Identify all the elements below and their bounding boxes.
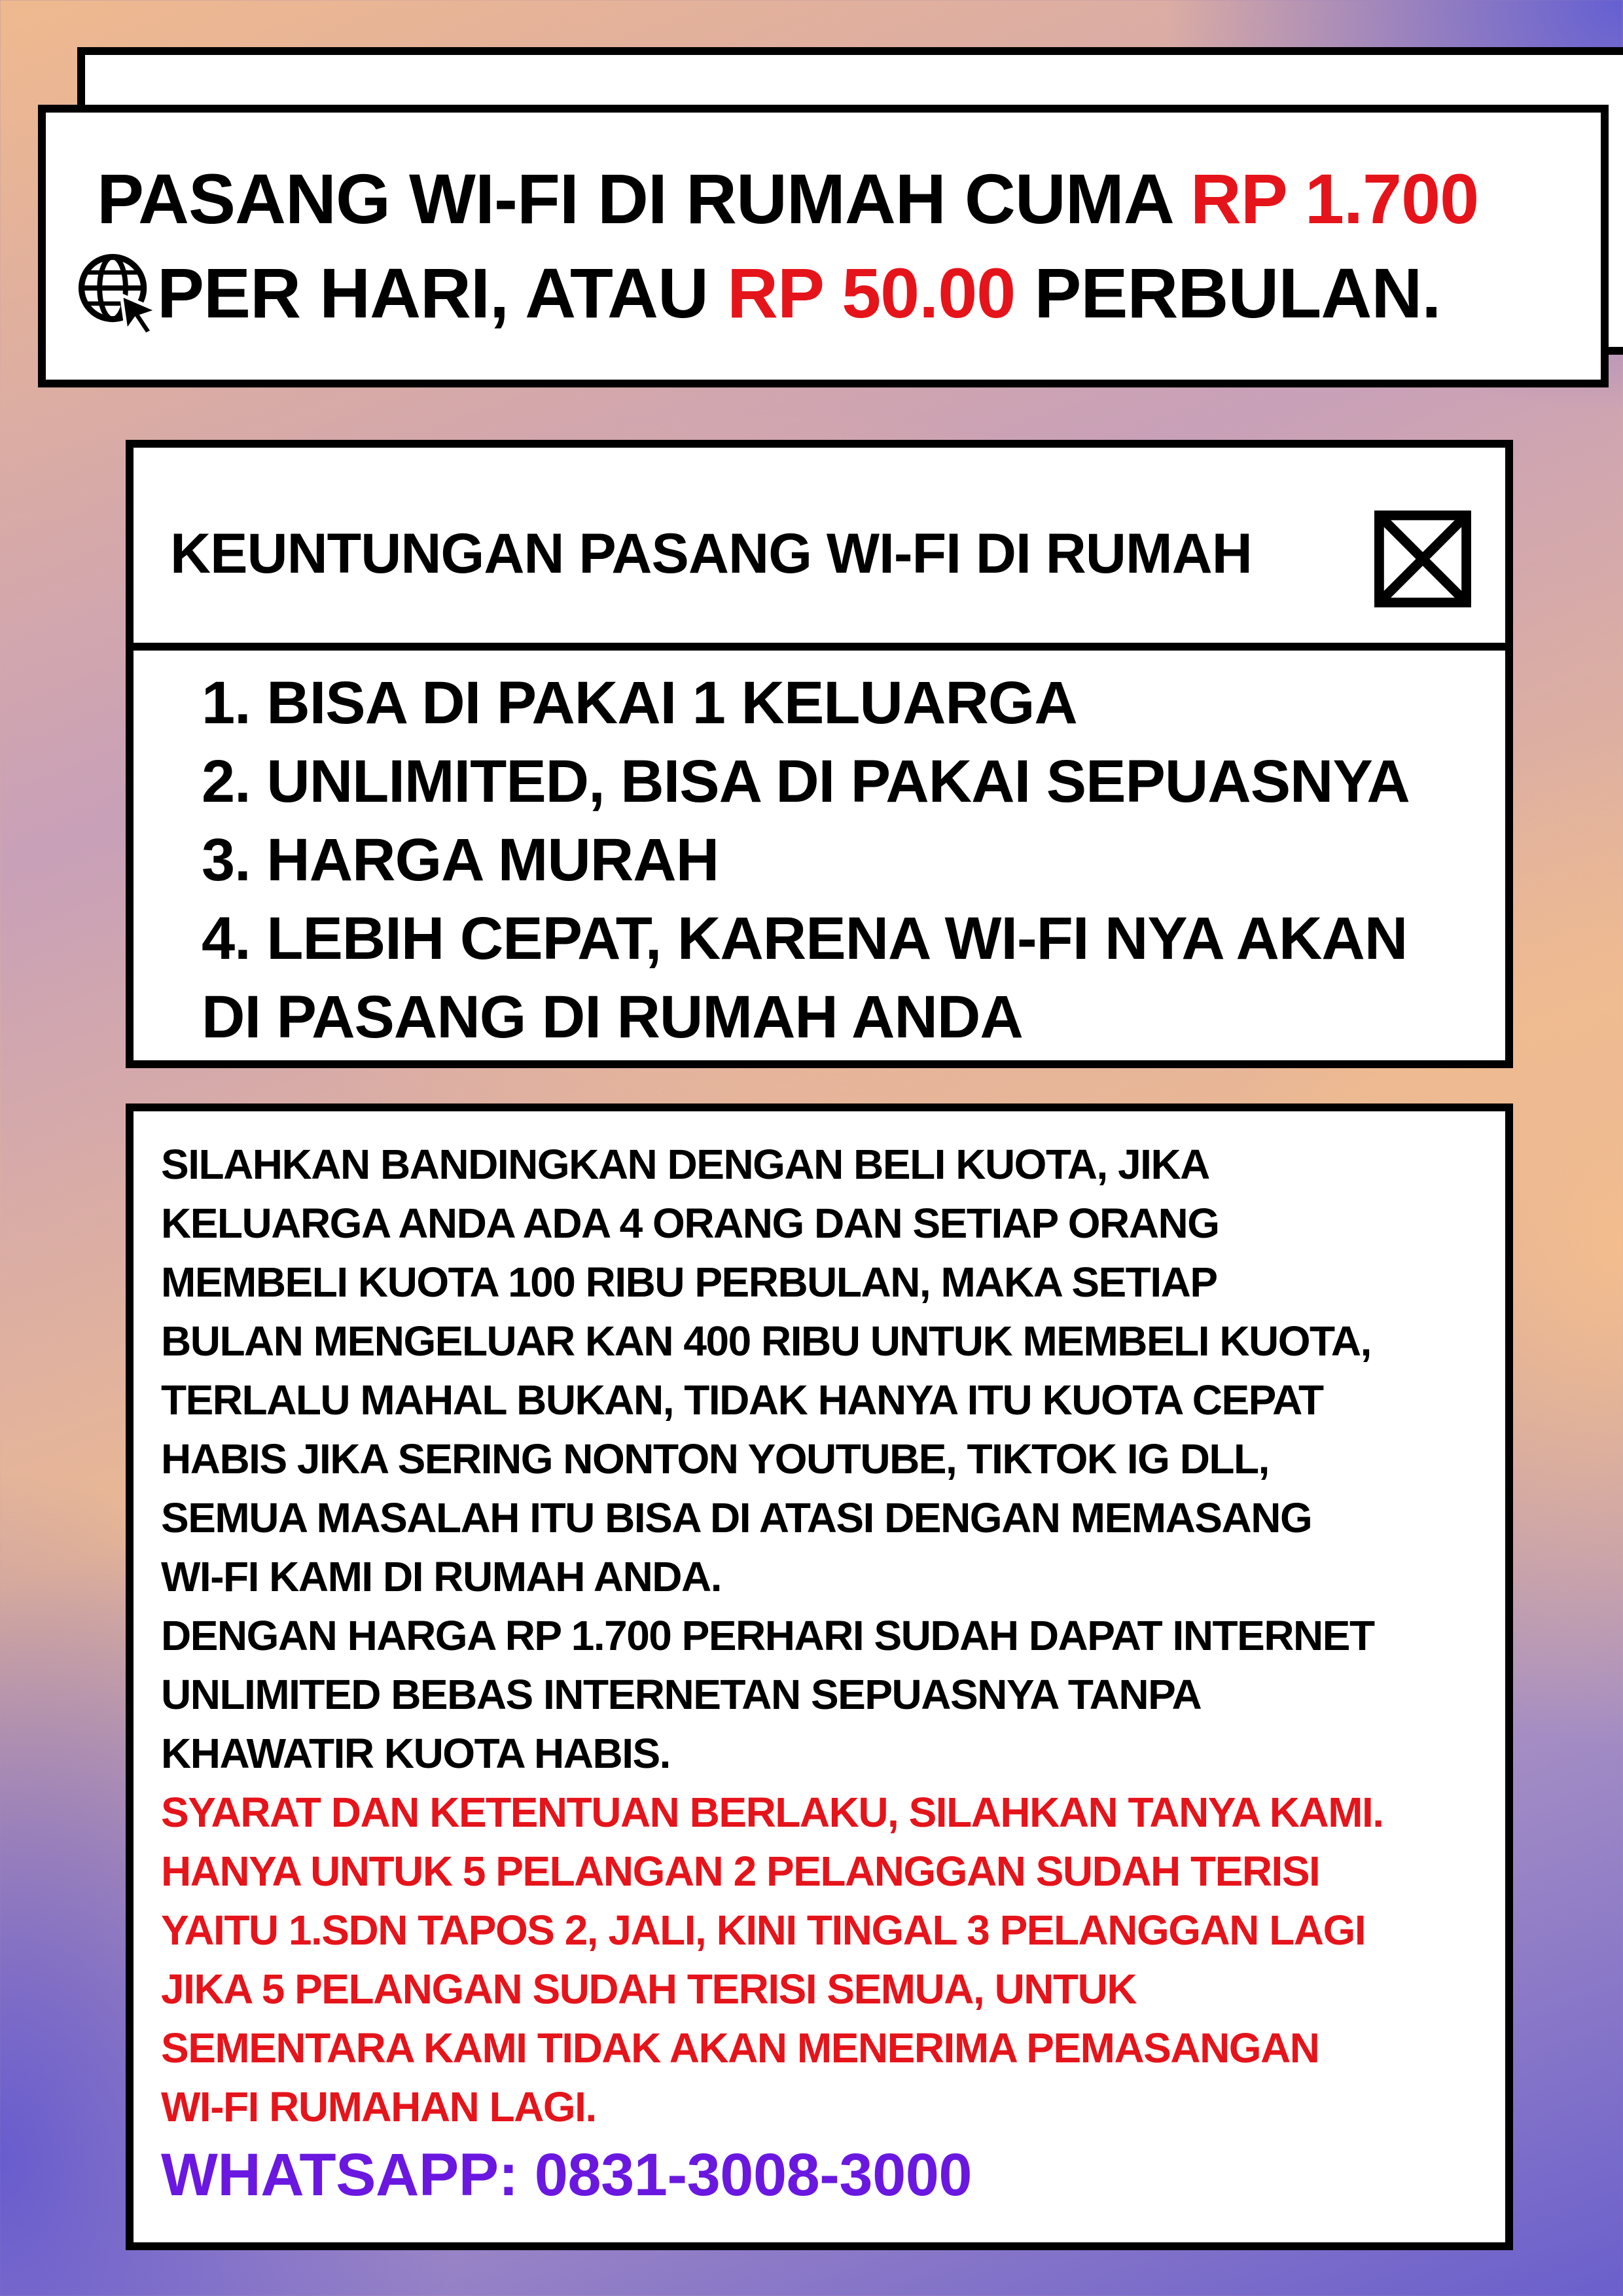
benefit-item: 2. UNLIMITED, BISA DI PAKAI SEPUASNYA	[202, 748, 1410, 815]
info-line: DENGAN HARGA RP 1.700 PERHARI SUDAH DAPAT INTERNET	[161, 1612, 1374, 1659]
info-line: SILAHKAN BANDINGKAN DENGAN BELI KUOTA, JIKA	[161, 1141, 1209, 1188]
info-line: KELUARGA ANDA ADA 4 ORANG DAN SETIAP ORANG	[161, 1200, 1219, 1247]
benefits-title: KEUNTUNGAN PASANG WI-FI DI RUMAH	[170, 522, 1252, 585]
terms-line: JIKA 5 PELANGAN SUDAH TERISI SEMUA, UNTUK	[161, 1965, 1137, 2013]
benefits-window	[126, 440, 1513, 1068]
terms-line: SEMENTARA KAMI TIDAK AKAN MENERIMA PEMASANGAN	[161, 2024, 1319, 2072]
terms-line: WI-FI RUMAHAN LAGI.	[161, 2083, 596, 2130]
header-panel	[38, 105, 1609, 387]
terms-line: SYARAT DAN KETENTUAN BERLAKU, SILAHKAN TANYA KAMI.	[161, 1789, 1383, 1836]
terms-line: YAITU 1.SDN TAPOS 2, JALI, KINI TINGAL 3 PELANGGAN LAGI	[161, 1907, 1366, 1954]
benefits-title-bar	[134, 448, 1505, 651]
headline-line-2	[157, 254, 1440, 332]
globe-cursor-icon	[75, 250, 161, 336]
benefit-item: 3. HARGA MURAH	[202, 827, 719, 893]
terms-line: HANYA UNTUK 5 PELANGAN 2 PELANGGAN SUDAH TERISI	[161, 1848, 1320, 1895]
headline-prefix-2: PER HARI, ATAU	[157, 253, 727, 332]
headline-prefix: PASANG WI-FI DI RUMAH CUMA	[97, 159, 1190, 238]
benefit-item: DI PASANG DI RUMAH ANDA	[202, 984, 1023, 1050]
info-line: WI-FI KAMI DI RUMAH ANDA.	[161, 1553, 721, 1600]
info-panel	[126, 1103, 1513, 2250]
benefit-item: 1. BISA DI PAKAI 1 KELUARGA	[202, 670, 1077, 736]
monthly-price: RP 50.00	[727, 253, 1016, 332]
info-line: BULAN MENGELUAR KAN 400 RIBU UNTUK MEMBELI KUOTA,	[161, 1318, 1371, 1365]
headline-suffix: PERBULAN.	[1015, 253, 1441, 332]
info-line: KHAWATIR KUOTA HABIS.	[161, 1730, 670, 1777]
info-line: MEMBELI KUOTA 100 RIBU PERBULAN, MAKA SETIAP	[161, 1259, 1217, 1306]
whatsapp-contact[interactable]: WHATSAPP: 0831-3008-3000	[161, 2142, 972, 2208]
info-line: UNLIMITED BEBAS INTERNETAN SEPUASNYA TANPA	[161, 1671, 1202, 1718]
close-icon[interactable]	[1374, 511, 1471, 607]
daily-price: RP 1.700	[1190, 159, 1479, 238]
info-line: HABIS JIKA SERING NONTON YOUTUBE, TIKTOK IG DLL,	[161, 1435, 1269, 1482]
info-text	[161, 1135, 1486, 2136]
benefit-item: 4. LEBIH CEPAT, KARENA WI-FI NYA AKAN	[202, 905, 1408, 972]
headline-line-1	[97, 160, 1478, 238]
benefits-list	[202, 664, 1479, 1056]
info-line: TERLALU MAHAL BUKAN, TIDAK HANYA ITU KUOTA CEPAT	[161, 1376, 1323, 1424]
info-line: SEMUA MASALAH ITU BISA DI ATASI DENGAN MEMASANG	[161, 1494, 1312, 1541]
